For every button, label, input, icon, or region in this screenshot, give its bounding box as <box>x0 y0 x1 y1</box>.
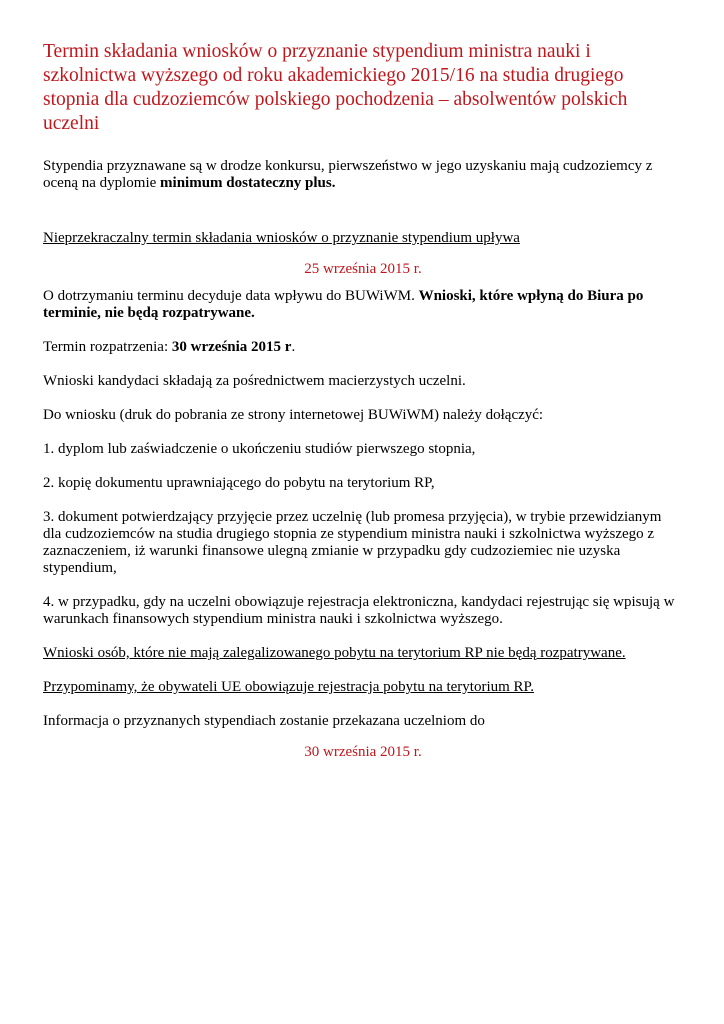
attachment-item-4: 4. w przypadku, gdy na uczelni obowiązuje rejestracja elektroniczna, kandydaci rejestrując się wpisują w warunkach finansowych stypendium ministra nauki i szkolnictwa wyższego. <box>43 594 675 627</box>
submission-note: Wnioski kandydaci składają za pośrednictwem macierzystych uczelni. <box>43 373 466 389</box>
legal-stay-note: Wnioski osób, które nie mają zalegalizowanego pobytu na terytorium RP nie będą rozpatrywane. <box>43 645 626 661</box>
eu-reminder: Przypominamy, że obywateli UE obowiązuje rejestracja pobytu na terytorium RP. <box>43 679 534 695</box>
receipt-note-text: O dotrzymaniu terminu decyduje data wpływu do BUWiWM. <box>43 288 419 304</box>
info-date: 30 września 2015 r. <box>304 744 422 760</box>
intro-text: Stypendia przyznawane są w drodze konkursu, pierwszeństwo w jego uzyskaniu mają cudzoziemcy z oceną na dyplomie <box>43 158 653 191</box>
document-page <box>43 40 683 761</box>
review-deadline-date: 30 września 2015 r <box>171 339 292 355</box>
attachment-item-3: 3. dokument potwierdzający przyjęcie przez uczelnię (lub promesa przyjęcia), w trybie przewidzianym dla cudzoziemców na studia drugiego stopnia ze stypendium ministra nauki i szkolnictwa wyższego z zaznaczeniem, iż warunki finansowe ulegną zmianie w przypadku gdy cudzoziemiec nie uzyska stypendium, <box>43 509 662 576</box>
deadline-heading: Nieprzekraczalny termin składania wniosków o przyznanie stypendium upływa <box>43 230 520 246</box>
review-deadline-label: Termin rozpatrzenia: <box>43 339 172 355</box>
document-title: Termin składania wniosków o przyznanie stypendium ministra nauki i szkolnictwa wyższego od roku akademickiego 2015/16 na studia drugiego stopnia dla cudzoziemców polskiego pochodzenia – absolwentów polskich uczelni <box>43 41 628 134</box>
intro-bold: minimum dostateczny plus. <box>160 175 336 191</box>
review-deadline-suffix: . <box>291 339 296 355</box>
intro-paragraph <box>43 158 683 192</box>
info-note: Informacja o przyznanych stypendiach zostanie przekazana uczelniom do <box>43 713 485 729</box>
attachments-intro: Do wniosku (druk do pobrania ze strony internetowej BUWiWM) należy dołączyć: <box>43 407 544 423</box>
attachment-item-1: 1. dyplom lub zaświadczenie o ukończeniu studiów pierwszego stopnia, <box>43 441 476 457</box>
deadline-date: 25 września 2015 r. <box>304 261 422 277</box>
review-deadline <box>43 339 683 356</box>
receipt-note <box>43 288 683 322</box>
attachment-item-2: 2. kopię dokumentu uprawniającego do pobytu na terytorium RP, <box>43 475 435 491</box>
receipt-note-bold: Wnioski, które wpłyną do Biura po terminie, nie będą rozpatrywane. <box>43 288 644 321</box>
